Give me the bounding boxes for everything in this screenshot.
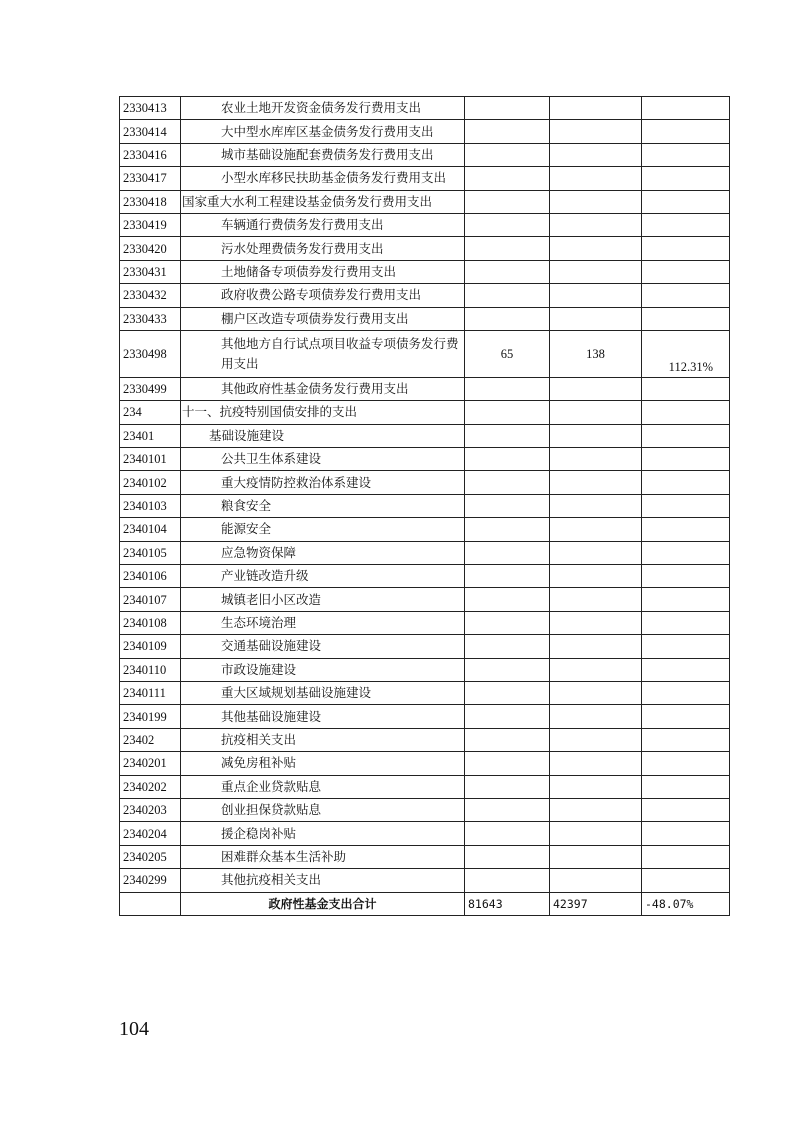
- row-value-1: [465, 681, 550, 704]
- row-value-2: [550, 424, 642, 447]
- row-change: [642, 143, 730, 166]
- row-value-2: [550, 307, 642, 330]
- row-name: 车辆通行费债务发行费用支出: [181, 213, 465, 236]
- row-code: 2330498: [120, 330, 181, 377]
- row-code: 2340202: [120, 775, 181, 798]
- row-code: 2330420: [120, 237, 181, 260]
- row-value-2: [550, 728, 642, 751]
- row-change: [642, 681, 730, 704]
- row-name: 政府收费公路专项债券发行费用支出: [181, 284, 465, 307]
- row-change: [642, 213, 730, 236]
- row-value-1: [465, 424, 550, 447]
- row-change: [642, 728, 730, 751]
- row-code: 2330499: [120, 377, 181, 400]
- row-value-2: [550, 471, 642, 494]
- row-value-1: [465, 565, 550, 588]
- row-value-2: [550, 167, 642, 190]
- table-row: [120, 611, 730, 634]
- row-value-2: [550, 541, 642, 564]
- row-value-2: [550, 869, 642, 892]
- table-row: [120, 588, 730, 611]
- table-body: [120, 97, 730, 893]
- row-change: [642, 401, 730, 424]
- row-value-1: [465, 541, 550, 564]
- table-row: [120, 494, 730, 517]
- page-number: 104: [119, 1018, 149, 1040]
- row-value-1: [465, 448, 550, 471]
- row-name: 抗疫相关支出: [181, 728, 465, 751]
- row-name: 国家重大水利工程建设基金债务发行费用支出: [181, 190, 465, 213]
- row-value-2: [550, 822, 642, 845]
- row-value-1: [465, 494, 550, 517]
- row-name: 城市基础设施配套费债务发行费用支出: [181, 143, 465, 166]
- row-value-1: [465, 237, 550, 260]
- row-value-2: [550, 565, 642, 588]
- row-value-1: [465, 167, 550, 190]
- table-row: [120, 97, 730, 120]
- row-code: 2330417: [120, 167, 181, 190]
- row-change: [642, 752, 730, 775]
- row-name: 重点企业贷款贴息: [181, 775, 465, 798]
- row-value-1: [465, 401, 550, 424]
- row-name: 产业链改造升级: [181, 565, 465, 588]
- row-change: [642, 424, 730, 447]
- row-value-2: [550, 705, 642, 728]
- row-code: 2330416: [120, 143, 181, 166]
- row-change: [642, 658, 730, 681]
- row-value-1: [465, 705, 550, 728]
- row-name: 交通基础设施建设: [181, 635, 465, 658]
- table-row: [120, 401, 730, 424]
- row-change: [642, 822, 730, 845]
- row-change: [642, 307, 730, 330]
- row-name: 应急物资保障: [181, 541, 465, 564]
- total-value-2: 42397: [550, 892, 642, 915]
- row-name: 污水处理费债务发行费用支出: [181, 237, 465, 260]
- row-code: 2330418: [120, 190, 181, 213]
- row-code: 2330432: [120, 284, 181, 307]
- row-code: 234: [120, 401, 181, 424]
- table-row: [120, 307, 730, 330]
- table-row: [120, 845, 730, 868]
- row-value-1: [465, 798, 550, 821]
- table-row: [120, 869, 730, 892]
- row-value-1: [465, 120, 550, 143]
- row-value-2: [550, 775, 642, 798]
- row-code: 2340204: [120, 822, 181, 845]
- row-value-1: [465, 260, 550, 283]
- row-value-1: [465, 588, 550, 611]
- table-row: [120, 448, 730, 471]
- row-value-2: [550, 190, 642, 213]
- row-name: 能源安全: [181, 518, 465, 541]
- row-change: [642, 798, 730, 821]
- row-value-1: [465, 845, 550, 868]
- row-name: 粮食安全: [181, 494, 465, 517]
- row-value-2: [550, 588, 642, 611]
- row-code: 2340109: [120, 635, 181, 658]
- row-value-2: [550, 284, 642, 307]
- row-value-1: [465, 307, 550, 330]
- row-change: [642, 471, 730, 494]
- row-value-2: [550, 120, 642, 143]
- row-name: 重大疫情防控救治体系建设: [181, 471, 465, 494]
- table-row: [120, 658, 730, 681]
- row-value-2: [550, 635, 642, 658]
- row-value-1: [465, 822, 550, 845]
- row-value-1: [465, 284, 550, 307]
- row-code: 2340103: [120, 494, 181, 517]
- row-name: 城镇老旧小区改造: [181, 588, 465, 611]
- row-value-1: [465, 775, 550, 798]
- row-name: 市政设施建设: [181, 658, 465, 681]
- row-change: [642, 705, 730, 728]
- row-code: 2340106: [120, 565, 181, 588]
- row-name: 其他地方自行试点项目收益专项债务发行费用支出: [181, 330, 465, 377]
- row-value-1: [465, 213, 550, 236]
- row-value-2: [550, 494, 642, 517]
- row-code: 2340108: [120, 611, 181, 634]
- row-change: [642, 845, 730, 868]
- row-name: 其他政府性基金债务发行费用支出: [181, 377, 465, 400]
- row-name: 土地储备专项债券发行费用支出: [181, 260, 465, 283]
- row-value-1: [465, 869, 550, 892]
- row-change: [642, 167, 730, 190]
- row-value-1: [465, 190, 550, 213]
- total-row: [120, 892, 730, 915]
- table-row: [120, 120, 730, 143]
- table-row: [120, 541, 730, 564]
- row-change: [642, 377, 730, 400]
- row-name: 棚户区改造专项债券发行费用支出: [181, 307, 465, 330]
- table-row: [120, 728, 730, 751]
- row-name: 援企稳岗补贴: [181, 822, 465, 845]
- table-row: [120, 237, 730, 260]
- row-change: [642, 97, 730, 120]
- row-value-2: [550, 213, 642, 236]
- row-name: 农业土地开发资金债务发行费用支出: [181, 97, 465, 120]
- row-value-2: [550, 681, 642, 704]
- row-value-2: [550, 97, 642, 120]
- row-code: 2330419: [120, 213, 181, 236]
- table-row: [120, 377, 730, 400]
- total-change: -48.07%: [642, 892, 730, 915]
- row-change: [642, 869, 730, 892]
- row-name: 其他基础设施建设: [181, 705, 465, 728]
- row-code: 2340102: [120, 471, 181, 494]
- row-value-2: [550, 260, 642, 283]
- row-code: 23402: [120, 728, 181, 751]
- row-name: 重大区域规划基础设施建设: [181, 681, 465, 704]
- row-value-1: [465, 752, 550, 775]
- row-code: 2330433: [120, 307, 181, 330]
- total-value-1: 81643: [465, 892, 550, 915]
- row-name: 困难群众基本生活补助: [181, 845, 465, 868]
- row-value-2: [550, 518, 642, 541]
- row-value-2: [550, 752, 642, 775]
- table-row: [120, 775, 730, 798]
- row-change: [642, 190, 730, 213]
- row-value-1: [465, 611, 550, 634]
- row-value-2: [550, 237, 642, 260]
- row-name: 基础设施建设: [181, 424, 465, 447]
- row-change: [642, 775, 730, 798]
- row-name: 公共卫生体系建设: [181, 448, 465, 471]
- table-row: [120, 681, 730, 704]
- row-value-1: [465, 658, 550, 681]
- row-change: [642, 260, 730, 283]
- table-row: [120, 752, 730, 775]
- table-row: [120, 798, 730, 821]
- row-code: 2330413: [120, 97, 181, 120]
- table-row: [120, 635, 730, 658]
- row-value-2: [550, 448, 642, 471]
- row-change: [642, 518, 730, 541]
- row-code: 23401: [120, 424, 181, 447]
- row-value-1: 65: [465, 330, 550, 377]
- row-code: 2340105: [120, 541, 181, 564]
- row-code: 2330414: [120, 120, 181, 143]
- row-name: 小型水库移民扶助基金债务发行费用支出: [181, 167, 465, 190]
- row-change: [642, 284, 730, 307]
- row-value-2: 138: [550, 330, 642, 377]
- row-code: 2330431: [120, 260, 181, 283]
- table-row: [120, 190, 730, 213]
- row-code: 2340101: [120, 448, 181, 471]
- table-row: [120, 143, 730, 166]
- row-name: 十一、抗疫特别国债安排的支出: [181, 401, 465, 424]
- row-code: 2340104: [120, 518, 181, 541]
- row-code: 2340299: [120, 869, 181, 892]
- row-value-2: [550, 845, 642, 868]
- row-value-2: [550, 377, 642, 400]
- row-change: [642, 588, 730, 611]
- table-row: [120, 424, 730, 447]
- row-change: [642, 635, 730, 658]
- row-value-1: [465, 518, 550, 541]
- row-name: 大中型水库库区基金债务发行费用支出: [181, 120, 465, 143]
- row-value-1: [465, 377, 550, 400]
- row-code: 2340107: [120, 588, 181, 611]
- row-value-1: [465, 728, 550, 751]
- table-row: [120, 167, 730, 190]
- row-name: 减免房租补贴: [181, 752, 465, 775]
- total-code: [120, 892, 181, 915]
- row-change: 112.31%: [642, 330, 730, 377]
- table-row: [120, 705, 730, 728]
- row-value-2: [550, 143, 642, 166]
- row-change: [642, 565, 730, 588]
- row-code: 2340110: [120, 658, 181, 681]
- total-label: 政府性基金支出合计: [181, 892, 465, 915]
- table-row: [120, 213, 730, 236]
- row-value-2: [550, 611, 642, 634]
- table-row: [120, 471, 730, 494]
- table-row: [120, 822, 730, 845]
- row-name: 创业担保贷款贴息: [181, 798, 465, 821]
- budget-table: [119, 96, 730, 916]
- row-code: 2340201: [120, 752, 181, 775]
- row-change: [642, 541, 730, 564]
- row-change: [642, 494, 730, 517]
- row-code: 2340111: [120, 681, 181, 704]
- row-name: 生态环境治理: [181, 611, 465, 634]
- row-change: [642, 448, 730, 471]
- row-value-1: [465, 635, 550, 658]
- row-value-1: [465, 143, 550, 166]
- table-row: [120, 565, 730, 588]
- row-change: [642, 611, 730, 634]
- table-row: [120, 330, 730, 377]
- table-row: [120, 518, 730, 541]
- row-change: [642, 120, 730, 143]
- row-value-1: [465, 97, 550, 120]
- table-row: [120, 284, 730, 307]
- row-value-1: [465, 471, 550, 494]
- row-value-2: [550, 401, 642, 424]
- row-change: [642, 237, 730, 260]
- row-value-2: [550, 658, 642, 681]
- row-value-2: [550, 798, 642, 821]
- row-code: 2340199: [120, 705, 181, 728]
- table-row: [120, 260, 730, 283]
- row-name: 其他抗疫相关支出: [181, 869, 465, 892]
- row-code: 2340203: [120, 798, 181, 821]
- row-code: 2340205: [120, 845, 181, 868]
